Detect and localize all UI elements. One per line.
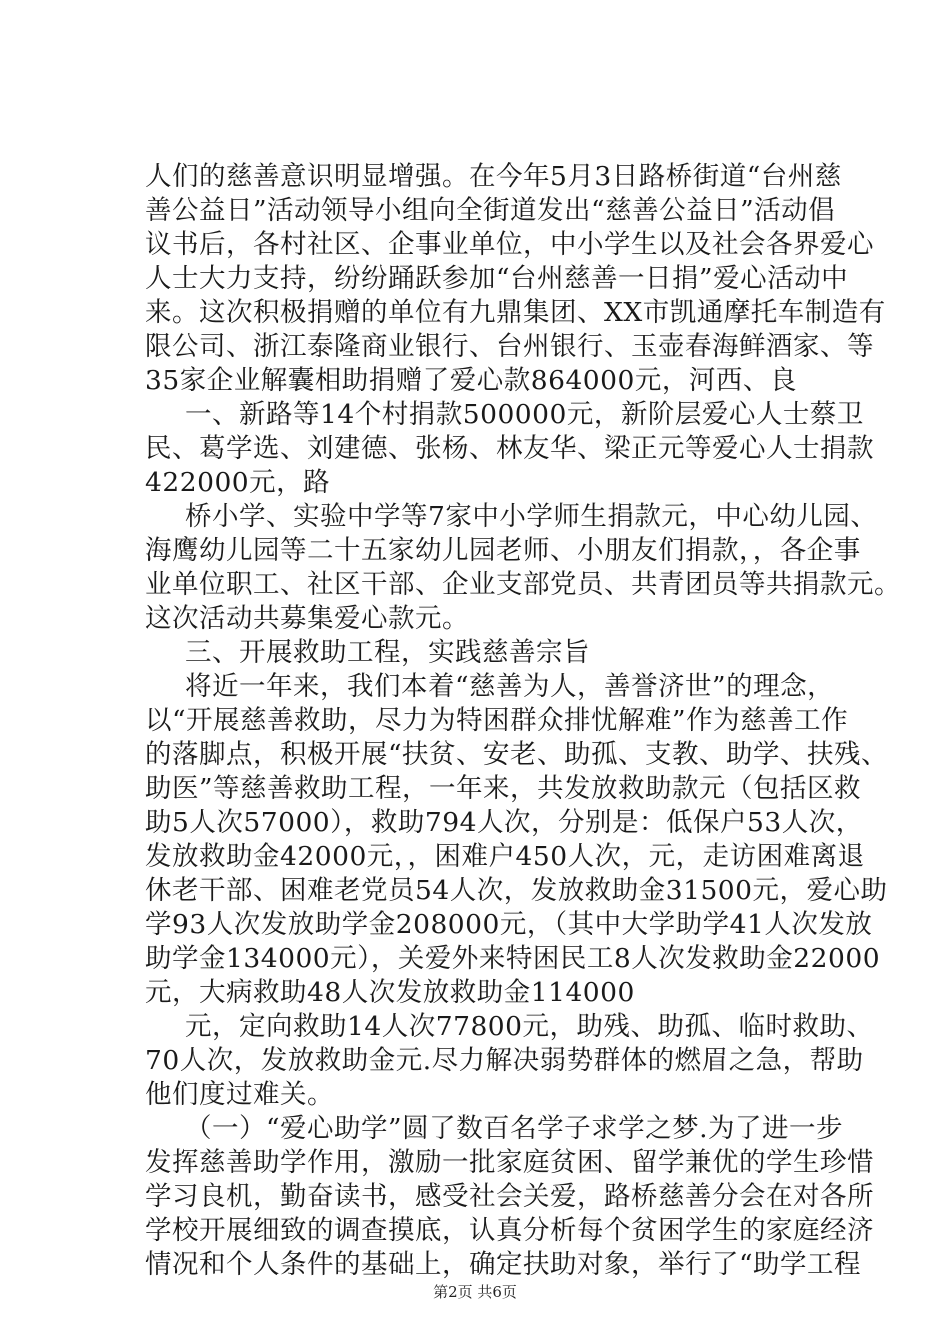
text-line: 助学金134000元），关爱外来特困民工8人次发救助金22000 [145,943,881,974]
text-line: 业单位职工、社区干部、企业支部党员、共青团员等共捐款元。 [145,569,901,600]
text-line: 情况和个人条件的基础上，确定扶助对象，举行了“助学工程 [145,1249,862,1280]
text-line: 发挥慈善助学作用，激励一批家庭贫困、留学兼优的学生珍惜 [145,1147,874,1178]
text-line: 70人次，发放救助金元.尽力解决弱势群体的燃眉之急，帮助 [145,1045,864,1076]
text-line: 人士大力支持，纷纷踊跃参加“台州慈善一日捐”爱心活动中 [145,263,849,294]
text-line: 学校开展细致的调查摸底，认真分析每个贫困学生的家庭经济 [145,1215,874,1246]
text-line: 元，大病救助48人次发放救助金114000 [145,977,635,1008]
text-line: 将近一年来，我们本着“慈善为人，善誉济世”的理念， [185,671,835,702]
subsection-heading: （一）“爱心助学”圆了数百名学子求学之梦.为了进一步 [185,1113,844,1144]
text-line: 人们的慈善意识明显增强。在今年5月3日路桥街道“台州慈 [145,161,842,192]
text-line: 他们度过难关。 [145,1079,334,1110]
text-line: 助5人次57000），救助794人次，分别是：低保户53人次， [145,807,863,838]
text-line: 学93人次发放助学金208000元，（其中大学助学41人次发放 [145,909,873,940]
text-line: 一、新路等14个村捐款500000元，新阶层爱心人士蔡卫 [185,399,864,430]
section-heading: 三、开展救助工程，实践慈善宗旨 [185,637,590,668]
text-line: 发放救助金42000元，，困难户450人次，元，走访困难离退 [145,841,865,872]
text-line: 的落脚点，积极开展“扶贫、安老、助孤、支教、助学、扶残、 [145,739,889,770]
page-number-footer: 第2页 共6页 [433,1283,517,1301]
text-line: 桥小学、实验中学等7家中小学师生捐款元，中心幼儿园、 [185,501,878,532]
text-line: 助医”等慈善救助工程，一年来，共发放救助款元（包括区救 [145,773,862,804]
text-line: 善公益日”活动领导小组向全街道发出“慈善公益日”活动倡 [145,195,836,226]
text-line: 422000元，路 [145,467,331,498]
text-line: 民、葛学选、刘建德、张杨、林友华、梁正元等爱心人士捐款 [145,433,874,464]
text-line: 休老干部、困难老党员54人次，发放救助金31500元，爱心助 [145,875,888,906]
text-line: 这次活动共募集爱心款元。 [145,603,469,634]
text-line: 学习良机，勤奋读书，感受社会关爱，路桥慈善分会在对各所 [145,1181,874,1212]
text-line: 来。这次积极捐赠的单位有九鼎集团、XX市凯通摩托车制造有 [145,297,886,328]
text-line: 议书后，各村社区、企事业单位，中小学生以及社会各界爱心 [145,229,874,260]
text-line: 海鹰幼儿园等二十五家幼儿园老师、小朋友们捐款，，各企事 [145,535,861,566]
text-line: 元，定向救助14人次77800元，助残、助孤、临时救助、 [185,1011,874,1042]
text-line: 以“开展慈善救助，尽力为特困群众排忧解难”作为慈善工作 [145,705,849,736]
text-line: 35家企业解囊相助捐赠了爱心款864000元，河西、良 [145,365,797,396]
text-line: 限公司、浙江泰隆商业银行、台州银行、玉壶春海鲜酒家、等 [145,331,874,362]
